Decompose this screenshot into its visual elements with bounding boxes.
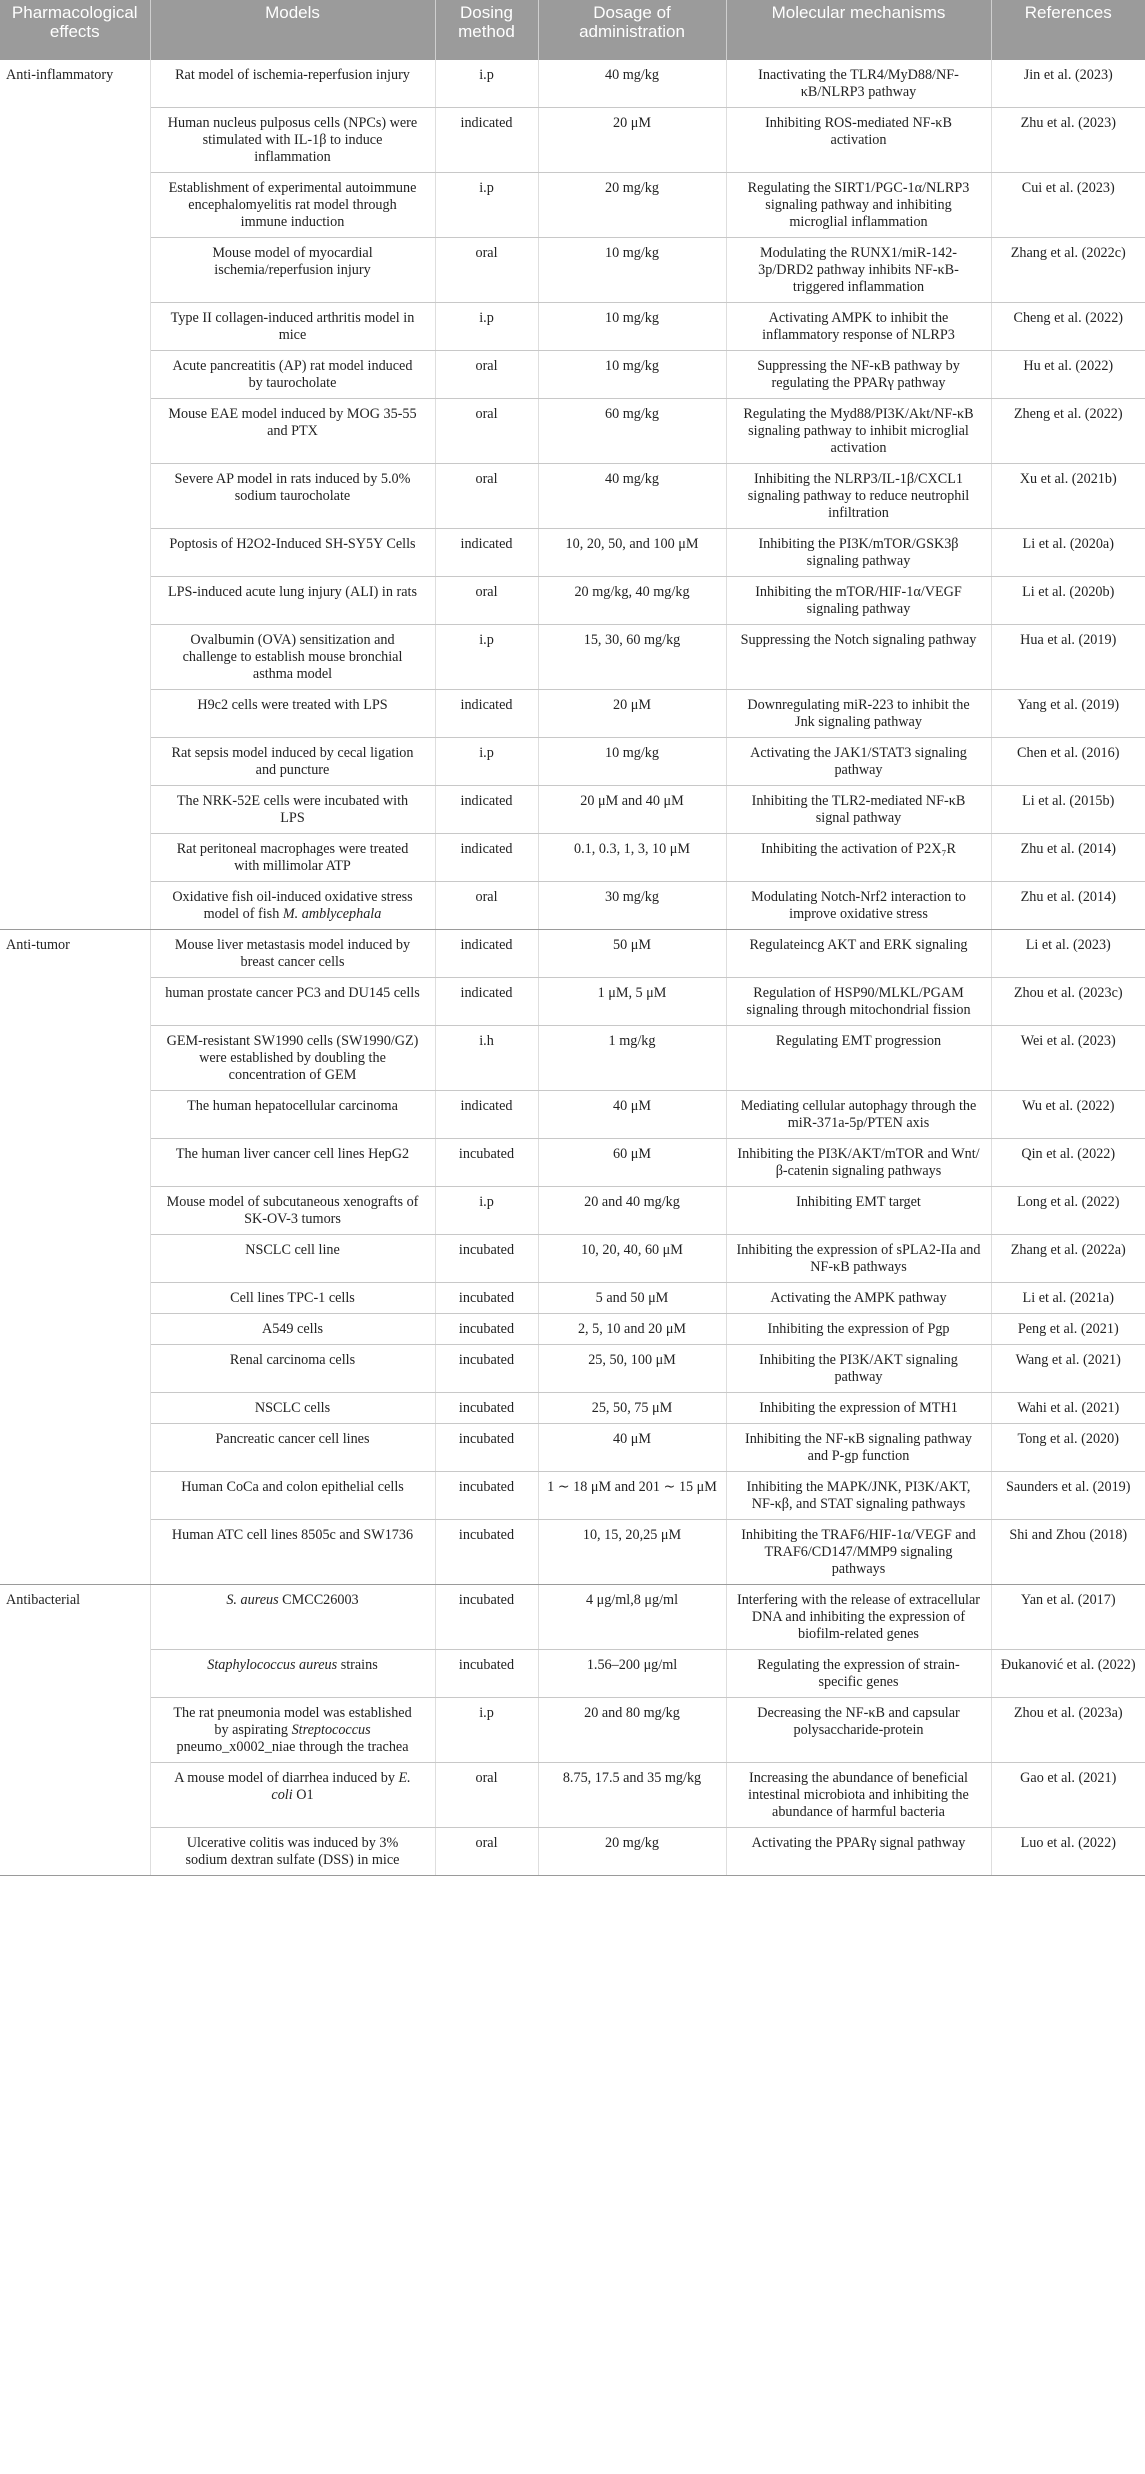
table-row: [0, 529, 1145, 577]
model-cell: Human ATC cell lines 8505c and SW1736: [150, 1520, 435, 1585]
reference-cell: Zhu et al. (2023): [991, 108, 1145, 173]
header-mechanisms: Molecular mechanisms: [726, 0, 991, 60]
dosing-method-cell: i.p: [435, 173, 538, 238]
reference-cell: Li et al. (2021a): [991, 1283, 1145, 1314]
reference-cell: Zhang et al. (2022a): [991, 1235, 1145, 1283]
dosage-cell: 40 μM: [538, 1091, 726, 1139]
mechanism-cell: Inhibiting the PI3K/AKT signaling pathway: [726, 1345, 991, 1393]
table-row: [0, 577, 1145, 625]
reference-cell: Cui et al. (2023): [991, 173, 1145, 238]
model-cell: Mouse model of subcutaneous xenografts of SK-OV-3 tumors: [150, 1187, 435, 1235]
reference-cell: Wahi et al. (2021): [991, 1393, 1145, 1424]
dosage-cell: 15, 30, 60 mg/kg: [538, 625, 726, 690]
table-row: [0, 1091, 1145, 1139]
reference-cell: Cheng et al. (2022): [991, 303, 1145, 351]
header-dosing-method: Dosing method: [435, 0, 538, 60]
table-row: [0, 1139, 1145, 1187]
reference-cell: Tong et al. (2020): [991, 1424, 1145, 1472]
mechanism-cell: Inhibiting EMT target: [726, 1187, 991, 1235]
table-row: [0, 173, 1145, 238]
table-row: [0, 399, 1145, 464]
mechanism-cell: Interfering with the release of extracellular DNA and inhibiting the expression of biofilm-related genes: [726, 1585, 991, 1650]
model-cell: Rat model of ischemia-reperfusion injury: [150, 60, 435, 108]
mechanism-cell: Regulating EMT progression: [726, 1026, 991, 1091]
model-cell: NSCLC cell line: [150, 1235, 435, 1283]
mechanism-cell: Inhibiting the PI3K/AKT/mTOR and Wnt/β-catenin signaling pathways: [726, 1139, 991, 1187]
table-row: [0, 1828, 1145, 1876]
mechanism-cell: Modulating the RUNX1/miR-142-3p/DRD2 pathway inhibits NF-κB-triggered inflammation: [726, 238, 991, 303]
reference-cell: Li et al. (2020a): [991, 529, 1145, 577]
effect-cell: Antibacterial: [0, 1585, 150, 1876]
dosing-method-cell: indicated: [435, 529, 538, 577]
effect-cell: Anti-inflammatory: [0, 60, 150, 930]
dosing-method-cell: oral: [435, 399, 538, 464]
table-row: [0, 738, 1145, 786]
model-cell: Acute pancreatitis (AP) rat model induced by taurocholate: [150, 351, 435, 399]
dosing-method-cell: indicated: [435, 930, 538, 978]
reference-cell: Zheng et al. (2022): [991, 399, 1145, 464]
dosage-cell: 20 μM: [538, 108, 726, 173]
dosing-method-cell: incubated: [435, 1235, 538, 1283]
dosing-method-cell: incubated: [435, 1472, 538, 1520]
mechanism-cell: Mediating cellular autophagy through the miR-371a-5p/PTEN axis: [726, 1091, 991, 1139]
table-row: [0, 1283, 1145, 1314]
reference-cell: Jin et al. (2023): [991, 60, 1145, 108]
table-row: [0, 351, 1145, 399]
reference-cell: Xu et al. (2021b): [991, 464, 1145, 529]
table-row: [0, 1345, 1145, 1393]
model-cell: Mouse EAE model induced by MOG 35-55 and PTX: [150, 399, 435, 464]
dosing-method-cell: indicated: [435, 108, 538, 173]
header-dosage: Dosage of administration: [538, 0, 726, 60]
dosing-method-cell: i.p: [435, 625, 538, 690]
dosage-cell: 10 mg/kg: [538, 238, 726, 303]
mechanism-cell: Inhibiting the MAPK/JNK, PI3K/AKT, NF-κβ, and STAT signaling pathways: [726, 1472, 991, 1520]
dosage-cell: 60 μM: [538, 1139, 726, 1187]
dosing-method-cell: i.p: [435, 1187, 538, 1235]
dosing-method-cell: oral: [435, 351, 538, 399]
dosage-cell: 2, 5, 10 and 20 μM: [538, 1314, 726, 1345]
model-cell: A549 cells: [150, 1314, 435, 1345]
table-row: [0, 1393, 1145, 1424]
dosage-cell: 10 mg/kg: [538, 351, 726, 399]
dosage-cell: 20 and 40 mg/kg: [538, 1187, 726, 1235]
dosing-method-cell: i.h: [435, 1026, 538, 1091]
reference-cell: Luo et al. (2022): [991, 1828, 1145, 1876]
mechanism-cell: Suppressing the Notch signaling pathway: [726, 625, 991, 690]
model-cell: Rat peritoneal macrophages were treated with millimolar ATP: [150, 834, 435, 882]
table-row: [0, 1235, 1145, 1283]
mechanism-cell: Activating the AMPK pathway: [726, 1283, 991, 1314]
model-cell: The human hepatocellular carcinoma: [150, 1091, 435, 1139]
table-body: [0, 60, 1145, 1876]
reference-cell: Wu et al. (2022): [991, 1091, 1145, 1139]
mechanism-cell: Suppressing the NF-κB pathway by regulating the PPARγ pathway: [726, 351, 991, 399]
mechanism-cell: Downregulating miR-223 to inhibit the Jnk signaling pathway: [726, 690, 991, 738]
model-cell: Oxidative fish oil-induced oxidative stress model of fish M. amblycephala: [150, 882, 435, 930]
model-cell: Human nucleus pulposus cells (NPCs) were stimulated with IL-1β to induce inflammation: [150, 108, 435, 173]
mechanism-cell: Activating the PPARγ signal pathway: [726, 1828, 991, 1876]
mechanism-cell: Inhibiting the PI3K/mTOR/GSK3β signaling pathway: [726, 529, 991, 577]
reference-cell: Zhang et al. (2022c): [991, 238, 1145, 303]
reference-cell: Shi and Zhou (2018): [991, 1520, 1145, 1585]
dosing-method-cell: incubated: [435, 1283, 538, 1314]
reference-cell: Wei et al. (2023): [991, 1026, 1145, 1091]
dosing-method-cell: oral: [435, 1763, 538, 1828]
dosage-cell: 20 mg/kg, 40 mg/kg: [538, 577, 726, 625]
table-row: [0, 464, 1145, 529]
dosing-method-cell: incubated: [435, 1314, 538, 1345]
dosage-cell: 8.75, 17.5 and 35 mg/kg: [538, 1763, 726, 1828]
model-cell: Cell lines TPC-1 cells: [150, 1283, 435, 1314]
dosage-cell: 40 mg/kg: [538, 60, 726, 108]
reference-cell: Hu et al. (2022): [991, 351, 1145, 399]
dosage-cell: 10, 15, 20,25 μM: [538, 1520, 726, 1585]
table-row: [0, 1763, 1145, 1828]
reference-cell: Zhu et al. (2014): [991, 882, 1145, 930]
mechanism-cell: Regulation of HSP90/MLKL/PGAM signaling through mitochondrial fission: [726, 978, 991, 1026]
dosing-method-cell: incubated: [435, 1345, 538, 1393]
dosing-method-cell: oral: [435, 882, 538, 930]
model-cell: NSCLC cells: [150, 1393, 435, 1424]
model-cell: Establishment of experimental autoimmune encephalomyelitis rat model through immune induction: [150, 173, 435, 238]
reference-cell: Wang et al. (2021): [991, 1345, 1145, 1393]
dosage-cell: 20 and 80 mg/kg: [538, 1698, 726, 1763]
model-cell: Poptosis of H2O2-Induced SH-SY5Y Cells: [150, 529, 435, 577]
table-row: [0, 60, 1145, 108]
dosage-cell: 1.56–200 μg/ml: [538, 1650, 726, 1698]
dosage-cell: 1 mg/kg: [538, 1026, 726, 1091]
table-row: [0, 1650, 1145, 1698]
mechanism-cell: Inhibiting the TRAF6/HIF-1α/VEGF and TRAF6/CD147/MMP9 signaling pathways: [726, 1520, 991, 1585]
model-cell: Ovalbumin (OVA) sensitization and challenge to establish mouse bronchial asthma model: [150, 625, 435, 690]
model-cell: Ulcerative colitis was induced by 3% sodium dextran sulfate (DSS) in mice: [150, 1828, 435, 1876]
dosage-cell: 25, 50, 100 μM: [538, 1345, 726, 1393]
table-row: [0, 1472, 1145, 1520]
table-row: [0, 1026, 1145, 1091]
dosing-method-cell: oral: [435, 464, 538, 529]
reference-cell: Yan et al. (2017): [991, 1585, 1145, 1650]
dosage-cell: 1 ∼ 18 μM and 201 ∼ 15 μM: [538, 1472, 726, 1520]
dosing-method-cell: incubated: [435, 1139, 538, 1187]
mechanism-cell: Inhibiting ROS-mediated NF-κB activation: [726, 108, 991, 173]
mechanism-cell: Regulating the SIRT1/PGC-1α/NLRP3 signaling pathway and inhibiting microglial inflammation: [726, 173, 991, 238]
reference-cell: Hua et al. (2019): [991, 625, 1145, 690]
mechanism-cell: Regulating the expression of strain-specific genes: [726, 1650, 991, 1698]
mechanism-cell: Inhibiting the expression of Pgp: [726, 1314, 991, 1345]
dosage-cell: 25, 50, 75 μM: [538, 1393, 726, 1424]
table-row: [0, 108, 1145, 173]
mechanism-cell: Increasing the abundance of beneficial intestinal microbiota and inhibiting the abundance of harmful bacteria: [726, 1763, 991, 1828]
dosage-cell: 1 μM, 5 μM: [538, 978, 726, 1026]
reference-cell: Gao et al. (2021): [991, 1763, 1145, 1828]
table-row: [0, 834, 1145, 882]
model-cell: GEM-resistant SW1990 cells (SW1990/GZ) were established by doubling the concentration of GEM: [150, 1026, 435, 1091]
mechanism-cell: Inhibiting the mTOR/HIF-1α/VEGF signaling pathway: [726, 577, 991, 625]
model-cell: Severe AP model in rats induced by 5.0% sodium taurocholate: [150, 464, 435, 529]
reference-cell: Đukanović et al. (2022): [991, 1650, 1145, 1698]
table-row: [0, 1520, 1145, 1585]
model-cell: The rat pneumonia model was established by aspirating Streptococcus pneumo_x0002_niae through the trachea: [150, 1698, 435, 1763]
dosage-cell: 20 mg/kg: [538, 173, 726, 238]
model-cell: Pancreatic cancer cell lines: [150, 1424, 435, 1472]
mechanism-cell: Inhibiting the expression of MTH1: [726, 1393, 991, 1424]
table-row: [0, 882, 1145, 930]
table-row: [0, 1187, 1145, 1235]
dosing-method-cell: incubated: [435, 1520, 538, 1585]
reference-cell: Long et al. (2022): [991, 1187, 1145, 1235]
model-cell: H9c2 cells were treated with LPS: [150, 690, 435, 738]
dosing-method-cell: indicated: [435, 1091, 538, 1139]
model-cell: S. aureus CMCC26003: [150, 1585, 435, 1650]
dosing-method-cell: incubated: [435, 1424, 538, 1472]
model-cell: Mouse model of myocardial ischemia/reperfusion injury: [150, 238, 435, 303]
dosage-cell: 50 μM: [538, 930, 726, 978]
mechanism-cell: Inhibiting the activation of P2X₇R: [726, 834, 991, 882]
dosing-method-cell: indicated: [435, 978, 538, 1026]
reference-cell: Qin et al. (2022): [991, 1139, 1145, 1187]
mechanism-cell: Inhibiting the NF-κB signaling pathway and P-gp function: [726, 1424, 991, 1472]
model-cell: LPS-induced acute lung injury (ALI) in rats: [150, 577, 435, 625]
dosage-cell: 20 μM: [538, 690, 726, 738]
model-cell: Rat sepsis model induced by cecal ligation and puncture: [150, 738, 435, 786]
dosing-method-cell: indicated: [435, 834, 538, 882]
table-row: [0, 930, 1145, 978]
dosage-cell: 40 mg/kg: [538, 464, 726, 529]
dosage-cell: 20 mg/kg: [538, 1828, 726, 1876]
reference-cell: Saunders et al. (2019): [991, 1472, 1145, 1520]
mechanism-cell: Activating AMPK to inhibit the inflammatory response of NLRP3: [726, 303, 991, 351]
mechanism-cell: Modulating Notch-Nrf2 interaction to improve oxidative stress: [726, 882, 991, 930]
dosage-cell: 10, 20, 50, and 100 μM: [538, 529, 726, 577]
reference-cell: Zhou et al. (2023a): [991, 1698, 1145, 1763]
mechanism-cell: Inhibiting the expression of sPLA2-IIa and NF-κB pathways: [726, 1235, 991, 1283]
dosage-cell: 30 mg/kg: [538, 882, 726, 930]
dosing-method-cell: oral: [435, 1828, 538, 1876]
table-row: [0, 690, 1145, 738]
mechanism-cell: Inhibiting the NLRP3/IL-1β/CXCL1 signaling pathway to reduce neutrophil infiltration: [726, 464, 991, 529]
dosing-method-cell: incubated: [435, 1650, 538, 1698]
reference-cell: Li et al. (2020b): [991, 577, 1145, 625]
model-cell: Human CoCa and colon epithelial cells: [150, 1472, 435, 1520]
dosing-method-cell: incubated: [435, 1393, 538, 1424]
header-row: [0, 0, 1145, 60]
dosing-method-cell: indicated: [435, 786, 538, 834]
reference-cell: Yang et al. (2019): [991, 690, 1145, 738]
dosage-cell: 4 μg/ml,8 μg/ml: [538, 1585, 726, 1650]
dosing-method-cell: i.p: [435, 303, 538, 351]
dosage-cell: 20 μM and 40 μM: [538, 786, 726, 834]
mechanism-cell: Activating the JAK1/STAT3 signaling pathway: [726, 738, 991, 786]
dosing-method-cell: incubated: [435, 1585, 538, 1650]
dosing-method-cell: i.p: [435, 738, 538, 786]
dosing-method-cell: oral: [435, 238, 538, 303]
mechanism-cell: Decreasing the NF-κB and capsular polysaccharide-protein: [726, 1698, 991, 1763]
dosage-cell: 10 mg/kg: [538, 738, 726, 786]
model-cell: Type II collagen-induced arthritis model in mice: [150, 303, 435, 351]
header-effects: Pharmacological effects: [0, 0, 150, 60]
model-cell: A mouse model of diarrhea induced by E. coli O1: [150, 1763, 435, 1828]
table-row: [0, 978, 1145, 1026]
reference-cell: Li et al. (2023): [991, 930, 1145, 978]
reference-cell: Zhu et al. (2014): [991, 834, 1145, 882]
reference-cell: Chen et al. (2016): [991, 738, 1145, 786]
dosage-cell: 0.1, 0.3, 1, 3, 10 μM: [538, 834, 726, 882]
dosage-cell: 60 mg/kg: [538, 399, 726, 464]
model-cell: Mouse liver metastasis model induced by breast cancer cells: [150, 930, 435, 978]
dosage-cell: 40 μM: [538, 1424, 726, 1472]
mechanism-cell: Inactivating the TLR4/MyD88/NF-κB/NLRP3 pathway: [726, 60, 991, 108]
dosing-method-cell: i.p: [435, 60, 538, 108]
mechanism-cell: Inhibiting the TLR2-mediated NF-κB signal pathway: [726, 786, 991, 834]
dosing-method-cell: indicated: [435, 690, 538, 738]
header-models: Models: [150, 0, 435, 60]
model-cell: Staphylococcus aureus strains: [150, 1650, 435, 1698]
mechanism-cell: Regulateincg AKT and ERK signaling: [726, 930, 991, 978]
effect-cell: Anti-tumor: [0, 930, 150, 1585]
table-row: [0, 786, 1145, 834]
mechanism-cell: Regulating the Myd88/PI3K/Akt/NF-κB signaling pathway to inhibit microglial activation: [726, 399, 991, 464]
dosage-cell: 10, 20, 40, 60 μM: [538, 1235, 726, 1283]
table-row: [0, 1424, 1145, 1472]
dosage-cell: 5 and 50 μM: [538, 1283, 726, 1314]
table-row: [0, 1585, 1145, 1650]
model-cell: human prostate cancer PC3 and DU145 cells: [150, 978, 435, 1026]
reference-cell: Zhou et al. (2023c): [991, 978, 1145, 1026]
reference-cell: Li et al. (2015b): [991, 786, 1145, 834]
table-row: [0, 303, 1145, 351]
header-references: References: [991, 0, 1145, 60]
model-cell: The human liver cancer cell lines HepG2: [150, 1139, 435, 1187]
model-cell: The NRK-52E cells were incubated with LPS: [150, 786, 435, 834]
table-row: [0, 625, 1145, 690]
table-row: [0, 1698, 1145, 1763]
table-row: [0, 238, 1145, 303]
table-row: [0, 1314, 1145, 1345]
dosing-method-cell: i.p: [435, 1698, 538, 1763]
dosage-cell: 10 mg/kg: [538, 303, 726, 351]
table-header: [0, 0, 1145, 60]
reference-cell: Peng et al. (2021): [991, 1314, 1145, 1345]
model-cell: Renal carcinoma cells: [150, 1345, 435, 1393]
dosing-method-cell: oral: [435, 577, 538, 625]
